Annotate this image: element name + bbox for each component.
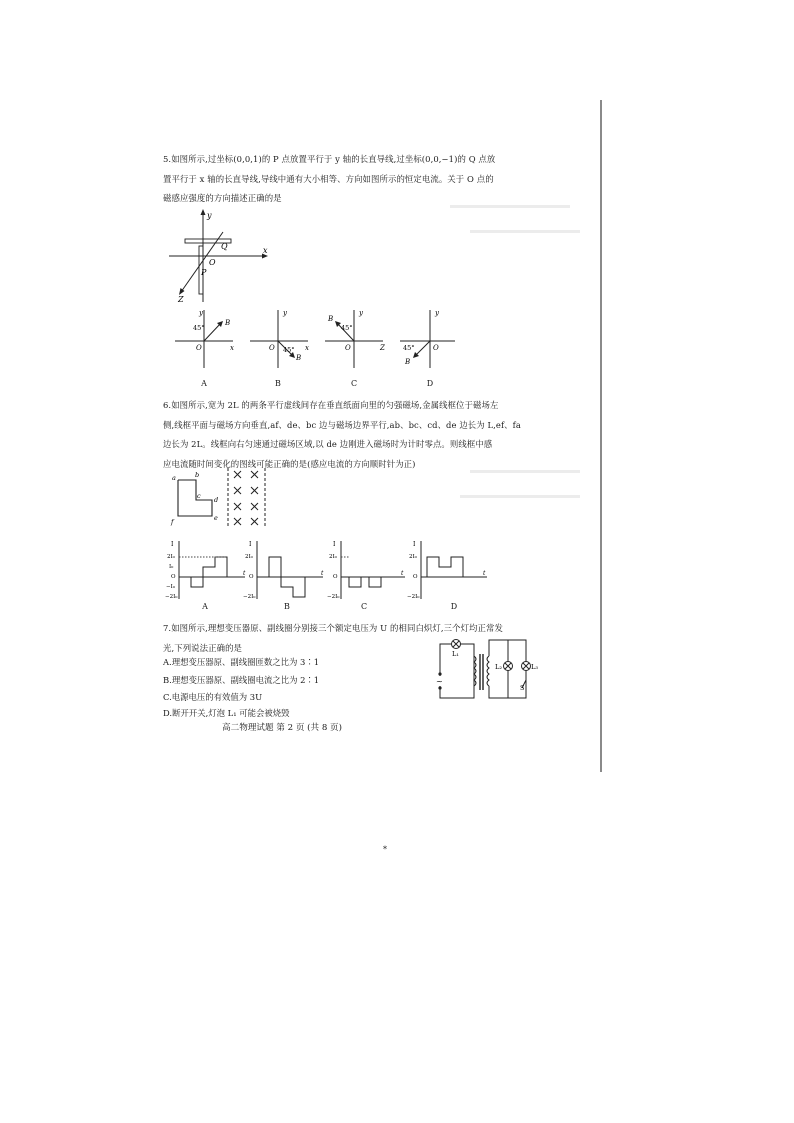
q6-line: 侧,线框平面与磁场方向垂直,af、de、bc 边与磁场边界平行,ab、bc、cd、de 边长为 L,ef、fa [163, 419, 521, 430]
origin-label: O [196, 344, 202, 352]
q5-line: 磁感应强度的方向描述正确的是 [163, 193, 282, 203]
x-label: x [230, 344, 234, 352]
graph-d [407, 541, 487, 600]
q6-option-b: B [284, 602, 290, 611]
bleed-through [460, 495, 580, 498]
frame-label-c: c [197, 492, 201, 500]
angle-label: 45° [283, 346, 295, 354]
angle-label: 45° [193, 324, 205, 332]
frame-label-a: a [172, 474, 176, 482]
2i0-label: 2I₀ [245, 554, 253, 560]
q5-option-graphs [165, 306, 455, 376]
question-5-text [163, 150, 573, 209]
t-label: t [401, 570, 404, 577]
x-axis-label: x [263, 246, 268, 255]
2i0-label: 2I₀ [167, 554, 175, 560]
q7-line: 光,下列说法正确的是 [163, 642, 243, 653]
point-q-label: Q [221, 242, 228, 251]
frame-label-e: e [214, 514, 218, 522]
origin-label: O [269, 344, 275, 352]
q5-option-b: B [275, 379, 281, 388]
scan-edge-line [600, 100, 602, 772]
z-label: Z [380, 344, 385, 352]
i-label: I [333, 541, 336, 548]
frame-label-b: b [195, 471, 200, 479]
q7-choice-c: C.电源电压的有效值为 3U [163, 692, 263, 702]
o-label: O [333, 574, 338, 580]
q7-line: 7.如图所示,理想变压器原、副线圈分别接三个额定电压为 U 的相同白炽灯,三个灯均正常发 [163, 623, 503, 633]
ac-source-label: ~ [436, 677, 443, 686]
graph-b [243, 541, 324, 600]
o-label: O [249, 574, 254, 580]
i-label: I [171, 541, 174, 548]
question-6-text [163, 396, 573, 474]
graph-a [165, 541, 246, 600]
y-label: y [359, 309, 363, 317]
q6-current-graphs [165, 537, 495, 603]
t-label: t [321, 570, 324, 577]
y-axis-label: y [207, 211, 212, 220]
q6-option-a: A [202, 602, 208, 611]
b-label: B [296, 354, 302, 362]
t-label: t [243, 570, 246, 577]
q5-option-c: C [350, 379, 358, 388]
page-footer: 高二物理试题 第 2 页 (共 8 页) [222, 723, 342, 733]
q6-frame-field-figure [168, 466, 278, 530]
graph-c [327, 541, 405, 600]
neg-2i0-label: −2I₀ [407, 594, 420, 600]
q5-option-d: D [426, 379, 434, 388]
q7-choice-b: B.理想变压器原、副线圈电流之比为 2∶1 [163, 675, 320, 685]
l2-label: L₂ [495, 663, 502, 671]
q6-option-c: C [360, 602, 368, 611]
b-label: B [328, 315, 334, 323]
q5-line: 置平行于 x 轴的长直导线,导线中通有大小相等、方向如图所示的恒定电流。关于 O 点的 [163, 173, 494, 184]
bleed-through [470, 230, 580, 233]
point-p-label: P [201, 268, 207, 277]
stray-mark: * [383, 845, 387, 854]
t-label: t [483, 570, 486, 577]
frame-label-f: f [171, 518, 174, 526]
angle-label: 45° [403, 344, 415, 352]
angle-label: 45° [341, 324, 353, 332]
2i0-label: 2I₀ [409, 554, 417, 560]
q5-option-a: A [201, 379, 207, 388]
y-label: y [283, 309, 287, 317]
b-label: B [225, 319, 231, 327]
q7-choice-d: D.断开开关,灯泡 L₁ 可能会被烧毁 [163, 708, 290, 718]
origin-label: O [209, 258, 216, 267]
b-label: B [405, 358, 411, 366]
z-axis-label: Z [178, 295, 184, 304]
2i0-label: 2I₀ [329, 554, 337, 560]
o-label: O [413, 574, 418, 580]
l1-label: L₁ [452, 650, 459, 658]
q5-coordinate-figure [165, 208, 275, 304]
q7-choice-a: A.理想变压器原、副线圈匝数之比为 3∶1 [163, 657, 320, 667]
q6-line: 应电流随时间变化的图线可能正确的是(感应电流的方向顺时针为正) [163, 458, 416, 469]
neg-2i0-label: −2I₀ [243, 594, 256, 600]
origin-label: O [433, 344, 439, 352]
i-label: I [249, 541, 252, 548]
o-label: O [171, 574, 176, 580]
neg-2i0-label: −2I₀ [327, 594, 340, 600]
x-label: x [305, 344, 309, 352]
q6-line: 6.如图所示,宽为 2L 的两条平行虚线间存在垂直纸面向里的匀强磁场,金属线框位于磁场左 [163, 400, 499, 410]
y-label: y [435, 309, 439, 317]
origin-label: O [345, 344, 351, 352]
q7-transformer-circuit [430, 634, 542, 712]
frame-label-d: d [214, 496, 219, 504]
q6-option-d: D [450, 602, 458, 611]
i-label: I [413, 541, 416, 548]
neg-2i0-label: −2I₀ [165, 594, 178, 600]
neg-i0-label: −I₀ [166, 584, 175, 590]
q6-line: 边长为 2L。线框向右匀速通过磁场区域,以 de 边刚进入磁场时为计时零点。则线框中感 [163, 439, 493, 449]
y-label: y [199, 309, 203, 317]
i0-label: I₀ [169, 564, 174, 570]
q5-line: 5.如图所示,过坐标(0,0,1)的 P 点放置平行于 y 轴的长直导线,过坐标(0,0,−1)的 Q 点放 [163, 154, 496, 164]
l3-label: L₃ [531, 663, 538, 671]
switch-label: S [520, 684, 525, 692]
